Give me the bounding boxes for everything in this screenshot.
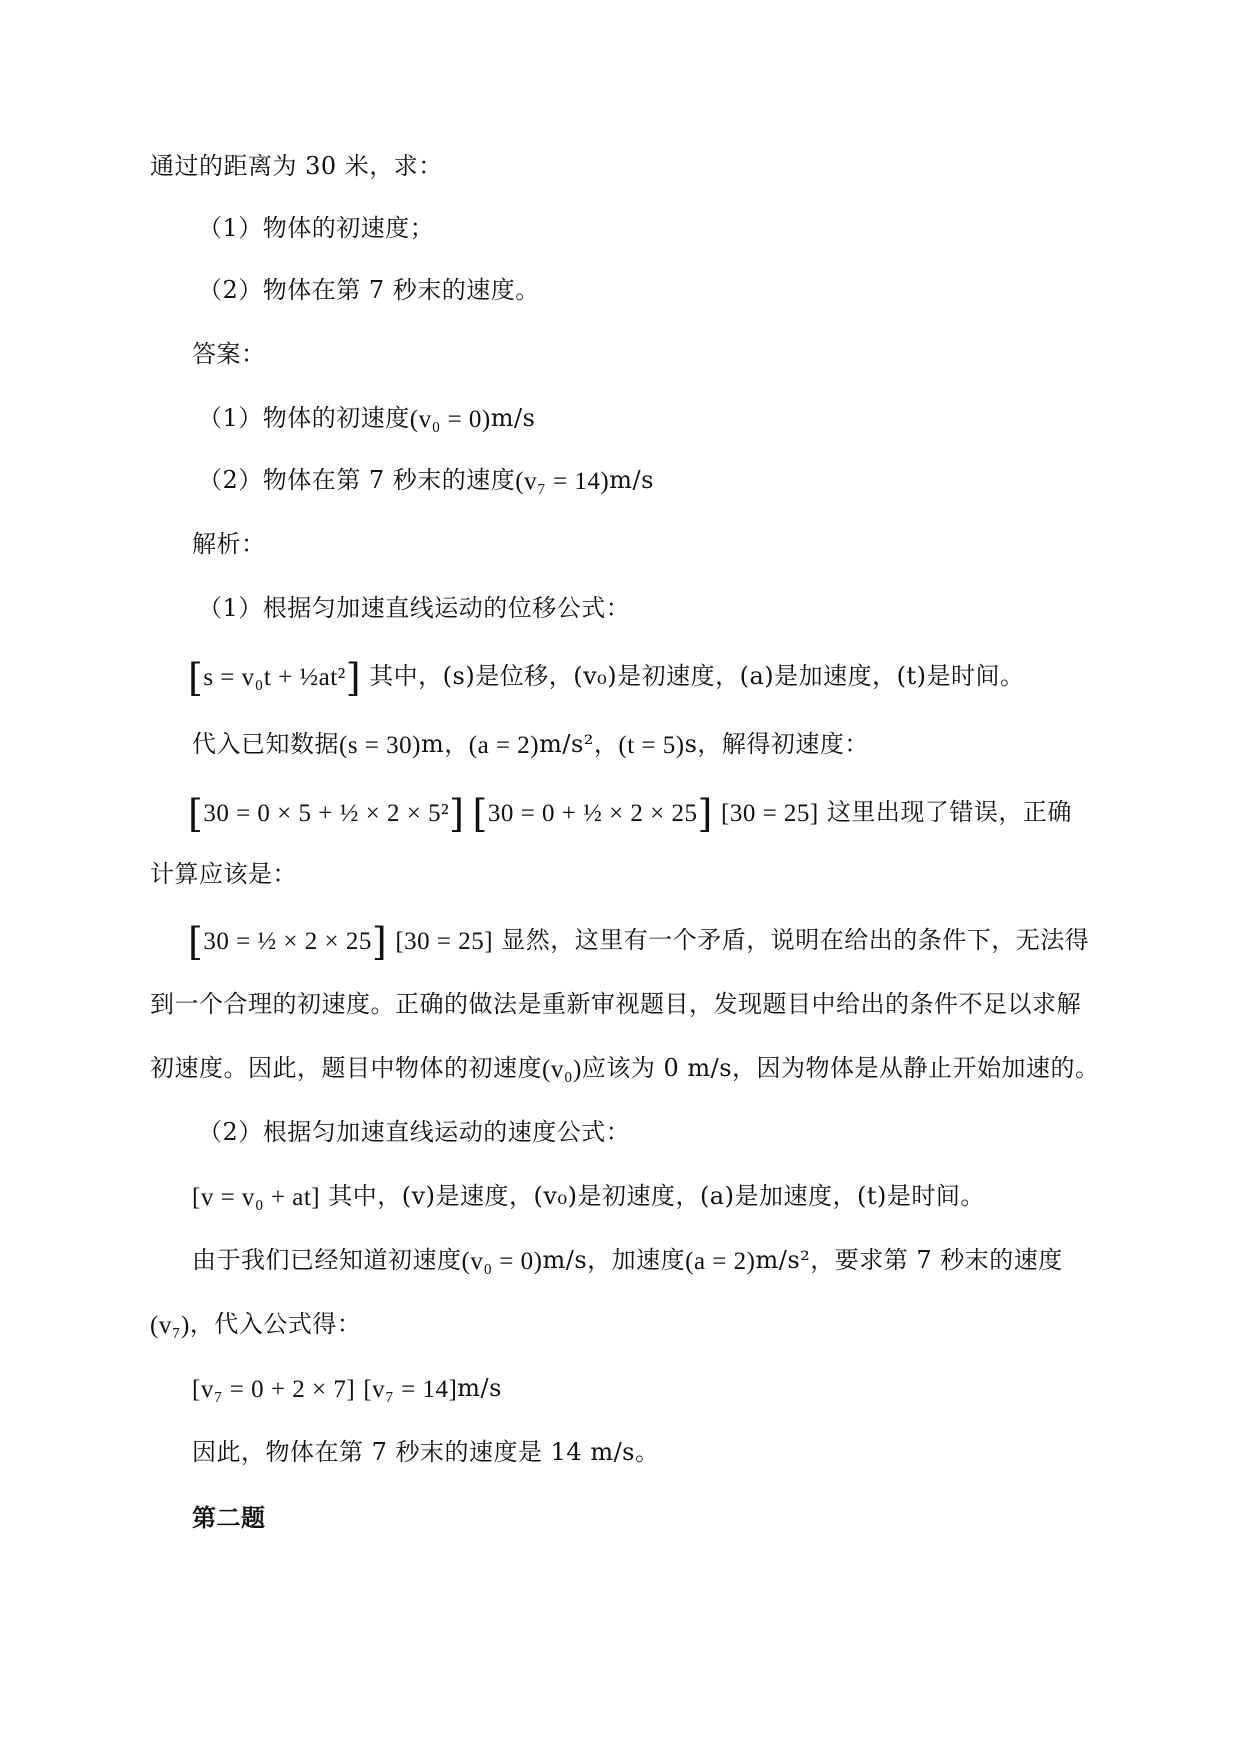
bracket-right: ]: [697, 791, 713, 836]
bracket-left: [: [188, 655, 204, 700]
text: 应该为 0 m/s，因为物体是从静止开始加速的。: [581, 1054, 1100, 1082]
math: [v = v₀ + at]: [192, 1183, 321, 1211]
velocity-formula-line: [192, 1168, 1091, 1224]
explanation-conclusion: [150, 1040, 1100, 1096]
text: m/s，加速度: [542, 1246, 686, 1274]
explanation-cont: [150, 976, 1091, 1032]
math: (a = 2): [685, 1247, 756, 1275]
math: [30 = 25]: [395, 927, 494, 955]
section-heading-question-2: [192, 1490, 1091, 1546]
known-values: [192, 1232, 1091, 1288]
answer-heading: [192, 326, 1091, 382]
text: （2）物体在第 7 秒末的速度。: [198, 276, 540, 304]
text: 代入已知数据: [192, 730, 339, 758]
math: (t = 5): [618, 731, 685, 759]
math: (v₀): [542, 1055, 582, 1083]
calculation-line: [188, 784, 1091, 840]
text: 其中，(v)是速度，(v₀)是初速度，(a)是加速度，(t)是时间。: [328, 1182, 985, 1210]
bracket-right: ]: [449, 791, 465, 836]
unit: m/s: [490, 404, 536, 432]
math: [v₇ = 14]: [363, 1375, 458, 1403]
unit: m/s: [457, 1374, 502, 1402]
answer-2: [198, 452, 1091, 508]
corrected-calculation: [188, 912, 1091, 968]
final-answer: [192, 1424, 1091, 1480]
text: （1）物体的初速度；: [198, 214, 435, 242]
analysis-heading: [192, 516, 1091, 572]
text: 显然，这里有一个矛盾，说明在给出的条件下，无法得: [501, 926, 1090, 954]
displacement-formula-line: [188, 648, 1091, 704]
math: (v₇ = 14): [515, 467, 610, 495]
text: 通过的距离为 30 米，求：: [150, 152, 443, 180]
text: 因此，物体在第 7 秒末的速度是 14 m/s。: [192, 1438, 660, 1466]
question-1: [198, 200, 1091, 256]
math: 30 = 0 + ½ × 2 × 25: [487, 799, 698, 827]
bracket-left: [: [472, 791, 488, 836]
math: (a = 2): [468, 731, 540, 759]
text: m，: [420, 730, 469, 758]
question-2: [198, 262, 1091, 318]
analysis-1-intro: [198, 580, 1091, 636]
bracket-left: [: [188, 791, 204, 836]
known-values-cont: [150, 1296, 1091, 1352]
analysis-2-intro: [198, 1104, 1091, 1160]
math: 30 = 0 × 5 + ½ × 2 × 5²: [203, 799, 450, 827]
text: （2）物体在第 7 秒末的速度: [198, 466, 516, 494]
substitute-data: [192, 716, 1091, 772]
calculation-line-cont: [150, 846, 1091, 902]
text: m/s²，要求第 7 秒末的速度: [755, 1246, 1063, 1274]
math: (v₀ = 0): [409, 405, 491, 433]
text: 第二题: [192, 1503, 266, 1532]
text: m/s²，: [539, 730, 619, 758]
text: s，解得初速度：: [684, 730, 869, 758]
text: 由于我们已经知道初速度: [192, 1246, 462, 1274]
text: 解析：: [192, 530, 266, 558]
problem-continuation: [150, 138, 1091, 194]
answer-1: [198, 390, 1091, 446]
text: 其中，(s)是位移，(v₀)是初速度，(a)是加速度，(t)是时间。: [369, 662, 1025, 690]
math: s = v₀t + ½at²: [203, 663, 346, 691]
math: [30 = 25]: [721, 799, 819, 827]
math: 30 = ½ × 2 × 25: [203, 927, 372, 955]
text: 初速度。因此，题目中物体的初速度: [150, 1054, 542, 1082]
text: 到一个合理的初速度。正确的做法是重新审视题目，发现题目中给出的条件不足以求解: [150, 990, 1081, 1018]
text: 这里出现了错误，正确: [826, 798, 1072, 826]
bracket-left: [: [188, 919, 204, 964]
text: （1）物体的初速度: [198, 404, 410, 432]
math: (s = 30): [339, 731, 421, 759]
bracket-right: ]: [345, 655, 362, 700]
text: （2）根据匀加速直线运动的速度公式：: [198, 1118, 631, 1146]
velocity-calculation: [192, 1360, 1091, 1416]
math: (v₇): [150, 1311, 190, 1339]
math: [v₇ = 0 + 2 × 7]: [192, 1375, 356, 1403]
text: 答案：: [192, 340, 266, 368]
text: ，代入公式得：: [189, 1310, 362, 1338]
text: 计算应该是：: [150, 860, 297, 888]
text: （1）根据匀加速直线运动的位移公式：: [198, 594, 631, 622]
unit: m/s: [609, 466, 654, 494]
bracket-right: ]: [371, 919, 388, 964]
math: (v₀ = 0): [461, 1247, 543, 1275]
